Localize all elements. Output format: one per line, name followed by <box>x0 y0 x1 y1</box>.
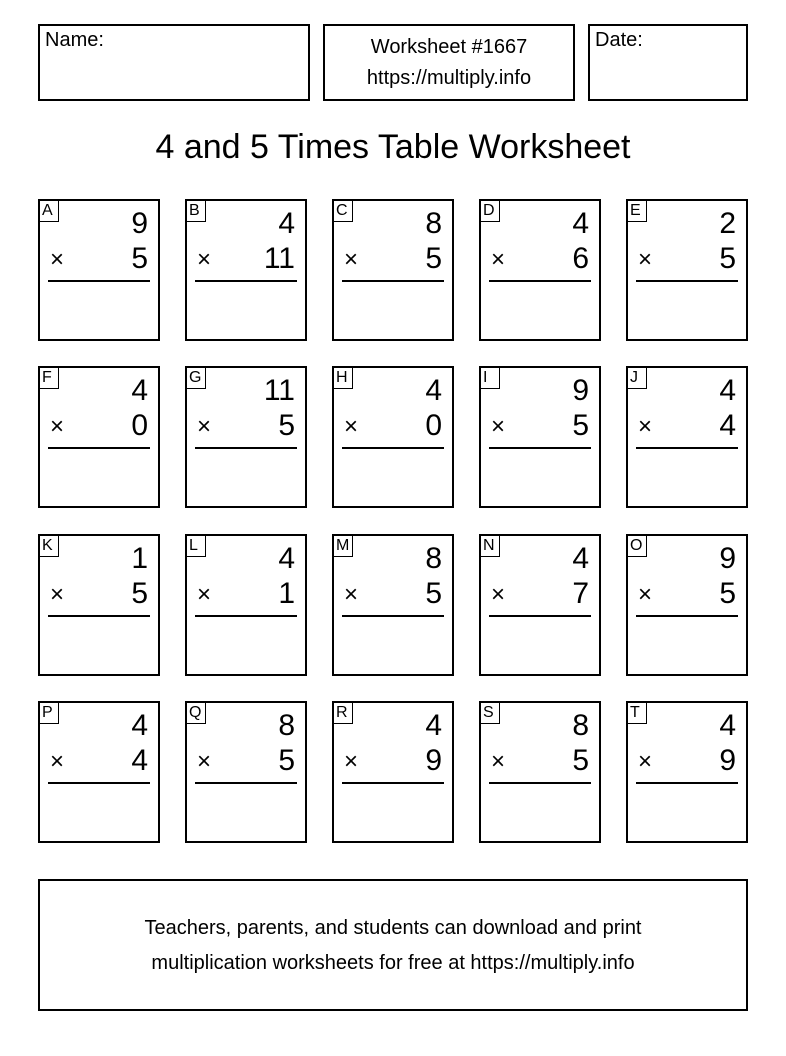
multiplier: 5 <box>278 744 295 777</box>
multiplicand: 1 <box>131 542 148 575</box>
multiplier: 5 <box>719 242 736 275</box>
times-sign: × <box>344 413 359 440</box>
problem-letter: C <box>333 200 353 222</box>
problem-letter: A <box>39 200 59 222</box>
multiplicand: 11 <box>263 374 295 407</box>
answer-line <box>48 447 150 449</box>
times-sign: × <box>197 413 212 440</box>
multiplier: 0 <box>131 409 148 442</box>
answer-line <box>48 615 150 617</box>
multiplier: 5 <box>719 577 736 610</box>
times-sign: × <box>491 413 506 440</box>
worksheet-number: Worksheet #1667 <box>370 36 528 58</box>
problem-letter: E <box>627 200 647 222</box>
times-sign: × <box>50 246 65 273</box>
times-sign: × <box>50 748 65 775</box>
multiplicand: 9 <box>572 374 589 407</box>
multiplicand: 8 <box>425 207 442 240</box>
problem-card <box>332 366 454 508</box>
problem-card <box>626 701 748 843</box>
answer-line <box>48 280 150 282</box>
answer-line <box>342 615 444 617</box>
multiplier: 11 <box>263 242 295 275</box>
worksheet-info-box <box>323 24 575 101</box>
multiplier: 6 <box>572 242 589 275</box>
answer-line <box>489 447 591 449</box>
times-sign: × <box>344 246 359 273</box>
problem-letter: N <box>480 535 500 557</box>
problem-letter: Q <box>186 702 206 724</box>
times-sign: × <box>491 581 506 608</box>
multiplicand: 4 <box>425 374 442 407</box>
times-sign: × <box>50 413 65 440</box>
multiplicand: 4 <box>572 542 589 575</box>
footer-line-2: multiplication worksheets for free at https://multiply.info <box>151 952 635 974</box>
problem-letter: F <box>39 367 59 389</box>
multiplier: 5 <box>131 577 148 610</box>
problem-card <box>185 199 307 341</box>
times-sign: × <box>491 246 506 273</box>
worksheet-url: https://multiply.info <box>366 67 532 89</box>
times-sign: × <box>197 581 212 608</box>
problem-card <box>626 534 748 676</box>
multiplicand: 4 <box>572 207 589 240</box>
multiplier: 0 <box>425 409 442 442</box>
answer-line <box>489 782 591 784</box>
problem-card <box>479 199 601 341</box>
problem-letter: H <box>333 367 353 389</box>
multiplier: 5 <box>425 577 442 610</box>
multiplier: 5 <box>572 409 589 442</box>
problem-letter: J <box>627 367 647 389</box>
multiplier: 4 <box>131 744 148 777</box>
problem-letter: D <box>480 200 500 222</box>
problem-card <box>38 199 160 341</box>
problem-letter: B <box>186 200 206 222</box>
problem-card <box>185 534 307 676</box>
problem-letter: K <box>39 535 59 557</box>
answer-line <box>195 447 297 449</box>
answer-line <box>342 280 444 282</box>
multiplier: 5 <box>425 242 442 275</box>
multiplier: 5 <box>572 744 589 777</box>
multiplier: 5 <box>278 409 295 442</box>
multiplicand: 4 <box>425 709 442 742</box>
multiplicand: 4 <box>131 709 148 742</box>
name-box <box>38 24 310 101</box>
multiplicand: 2 <box>719 207 736 240</box>
problem-card <box>38 701 160 843</box>
answer-line <box>636 615 738 617</box>
problem-letter: M <box>333 535 353 557</box>
answer-line <box>489 615 591 617</box>
answer-line <box>342 782 444 784</box>
problem-card <box>626 366 748 508</box>
name-label: Name: <box>45 29 104 51</box>
times-sign: × <box>344 748 359 775</box>
problem-card <box>38 366 160 508</box>
answer-line <box>48 782 150 784</box>
times-sign: × <box>197 246 212 273</box>
multiplicand: 8 <box>278 709 295 742</box>
footer-line-1: Teachers, parents, and students can download and print <box>144 917 642 939</box>
multiplicand: 4 <box>278 207 295 240</box>
problem-card <box>185 366 307 508</box>
multiplier: 7 <box>572 577 589 610</box>
multiplicand: 9 <box>719 542 736 575</box>
times-sign: × <box>638 246 653 273</box>
problem-letter: R <box>333 702 353 724</box>
answer-line <box>342 447 444 449</box>
multiplier: 4 <box>719 409 736 442</box>
date-label: Date: <box>595 29 643 51</box>
answer-line <box>636 280 738 282</box>
times-sign: × <box>638 413 653 440</box>
times-sign: × <box>344 581 359 608</box>
page-title: 4 and 5 Times Table Worksheet <box>155 128 631 166</box>
problem-card <box>626 199 748 341</box>
multiplier: 5 <box>131 242 148 275</box>
problem-letter: L <box>186 535 206 557</box>
problem-card <box>38 534 160 676</box>
problem-letter: O <box>627 535 647 557</box>
problem-card <box>332 701 454 843</box>
problem-card <box>185 701 307 843</box>
problem-card <box>479 701 601 843</box>
times-sign: × <box>638 748 653 775</box>
problem-grid <box>38 199 749 843</box>
multiplier: 9 <box>425 744 442 777</box>
problem-letter: G <box>186 367 206 389</box>
problem-letter: T <box>627 702 647 724</box>
answer-line <box>636 782 738 784</box>
problem-card <box>332 534 454 676</box>
multiplicand: 9 <box>131 207 148 240</box>
multiplicand: 4 <box>719 374 736 407</box>
problem-letter: I <box>480 367 500 389</box>
multiplicand: 8 <box>572 709 589 742</box>
times-sign: × <box>50 581 65 608</box>
answer-line <box>636 447 738 449</box>
multiplicand: 4 <box>131 374 148 407</box>
times-sign: × <box>197 748 212 775</box>
footer-box <box>38 879 748 1011</box>
answer-line <box>489 280 591 282</box>
answer-line <box>195 615 297 617</box>
problem-card <box>479 534 601 676</box>
multiplier: 1 <box>278 577 295 610</box>
answer-line <box>195 782 297 784</box>
multiplicand: 8 <box>425 542 442 575</box>
problem-letter: S <box>480 702 500 724</box>
multiplier: 9 <box>719 744 736 777</box>
answer-line <box>195 280 297 282</box>
date-box <box>588 24 748 101</box>
times-sign: × <box>638 581 653 608</box>
problem-card <box>332 199 454 341</box>
multiplicand: 4 <box>719 709 736 742</box>
times-sign: × <box>491 748 506 775</box>
multiplicand: 4 <box>278 542 295 575</box>
problem-letter: P <box>39 702 59 724</box>
problem-card <box>479 366 601 508</box>
